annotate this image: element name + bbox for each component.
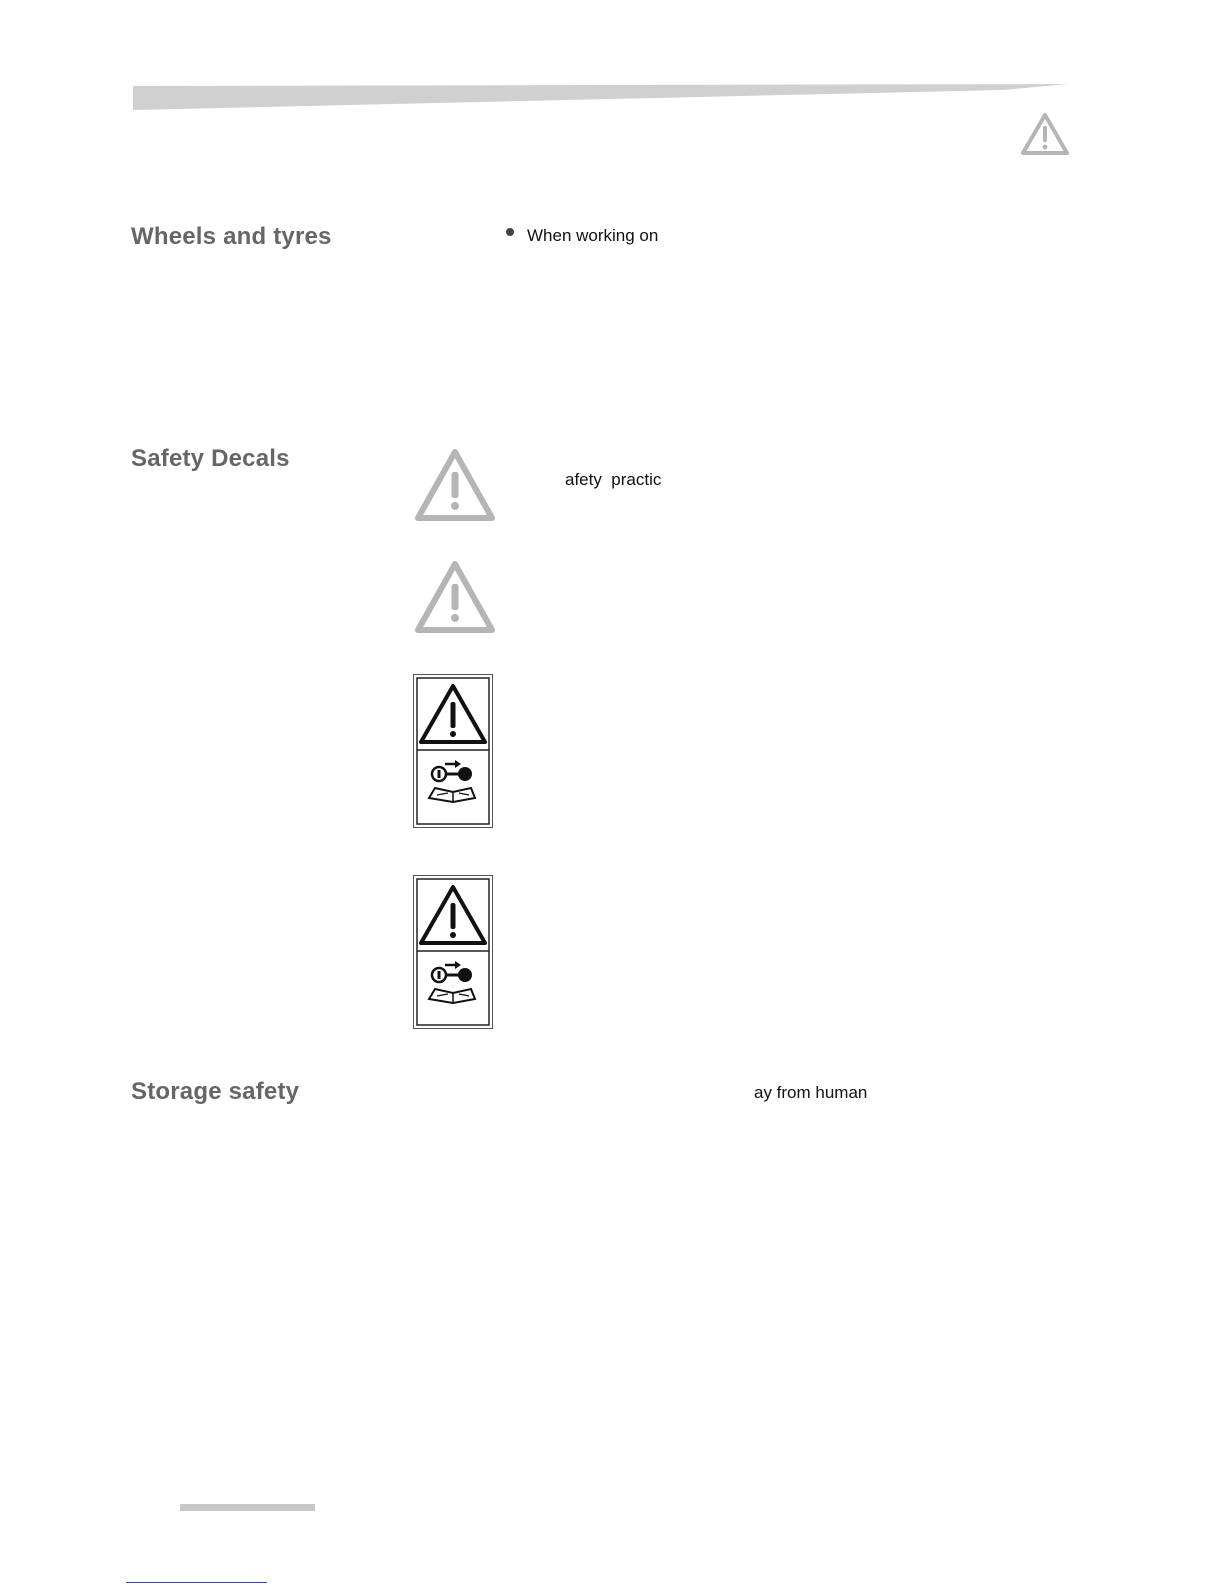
section-heading-wheels: Wheels and tyres: [131, 223, 332, 250]
footer-bar: [180, 1504, 315, 1511]
storage-text-fragment: ay from human: [754, 1083, 868, 1102]
section-heading-storage: Storage safety: [131, 1078, 300, 1105]
warning-triangle-icon: [414, 560, 496, 634]
wheels-bullet-text: When working on: [527, 226, 659, 245]
warning-triangle-icon: [1020, 112, 1070, 156]
section-heading-decals: Safety Decals: [131, 445, 290, 472]
header-band: [133, 84, 1068, 110]
decals-text-fragment: afety practic: [565, 470, 662, 489]
safety-decal-key-manual-icon: [413, 674, 493, 828]
safety-decal-key-manual-icon: [413, 875, 493, 1029]
warning-triangle-icon: [414, 448, 496, 522]
footer-link-underline: [126, 1582, 267, 1583]
bullet-dot: [506, 228, 514, 236]
